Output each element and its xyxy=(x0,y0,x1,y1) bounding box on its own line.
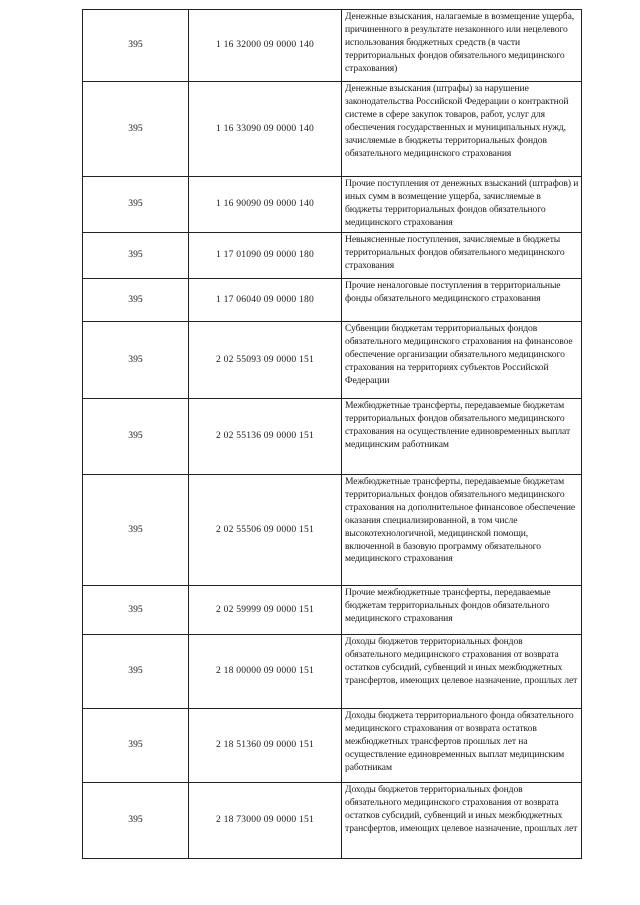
kbk-code-cell xyxy=(189,709,342,783)
revenue-name: Денежные взыскания, налагаемые в возмещение ущерба, причиненного в результате незаконного или нецелевого использования бюджетных средств (в части территориальных фондов обязательного медицинского страхования) xyxy=(345,11,575,74)
table-row xyxy=(83,783,582,859)
revenue-name: Субвенции бюджетам территориальных фондов обязательного медицинского страхования на финансовое обеспечение организации обязательного медицинского страхования на территориях субъектов Российской Федерации xyxy=(345,323,573,386)
admin-code: 395 xyxy=(128,353,143,365)
admin-code-cell xyxy=(83,279,189,322)
kbk-code-cell xyxy=(189,233,342,279)
admin-code: 395 xyxy=(128,665,143,677)
admin-code: 395 xyxy=(128,249,143,261)
table-row xyxy=(83,279,582,322)
revenue-name-cell xyxy=(342,177,582,233)
kbk-code-cell xyxy=(189,82,342,177)
admin-code-cell xyxy=(83,709,189,783)
revenue-name: Прочие неналоговые поступления в территориальные фонды обязательного медицинского страхования xyxy=(345,280,561,304)
admin-code-cell xyxy=(83,475,189,586)
admin-code: 395 xyxy=(128,814,143,826)
admin-code: 395 xyxy=(128,523,143,535)
revenue-name-cell xyxy=(342,233,582,279)
revenue-name: Доходы бюджетов территориальных фондов обязательного медицинского страхования от возврата остатков субсидий, субвенций и иных межбюджетных трансфертов, имеющих целевое назначение, прошлых лет xyxy=(345,636,578,686)
kbk-code: 2 02 55506 09 0000 151 xyxy=(216,523,314,535)
kbk-code-cell xyxy=(189,586,342,635)
revenue-name: Межбюджетные трансферты, передаваемые бюджетам территориальных фондов обязательного медицинского страхования на осуществление единовременных выплат медицинским работникам xyxy=(345,400,571,450)
kbk-code: 2 02 55093 09 0000 151 xyxy=(216,353,314,365)
kbk-code-cell xyxy=(189,399,342,475)
revenue-name-cell xyxy=(342,399,582,475)
kbk-code: 2 18 73000 09 0000 151 xyxy=(216,814,314,826)
revenue-codes-table xyxy=(82,9,582,859)
admin-code-cell xyxy=(83,177,189,233)
kbk-code: 1 17 01090 09 0000 180 xyxy=(216,249,314,261)
revenue-name-cell xyxy=(342,322,582,399)
table-row xyxy=(83,177,582,233)
revenue-name: Доходы бюджета территориального фонда обязательного медицинского страхования от возврата остатков межбюджетных трансфертов прошлых лет на осуществление единовременных выплат медицинским работникам xyxy=(345,710,574,773)
revenue-name-cell xyxy=(342,783,582,859)
revenue-name: Прочие межбюджетные трансферты, передаваемые бюджетам территориальных фондов обязательного медицинского страхования xyxy=(345,587,551,624)
admin-code-cell xyxy=(83,10,189,82)
admin-code: 395 xyxy=(128,430,143,442)
admin-code: 395 xyxy=(128,198,143,210)
table-row xyxy=(83,635,582,709)
admin-code-cell xyxy=(83,322,189,399)
kbk-code-cell xyxy=(189,322,342,399)
kbk-code: 2 02 59999 09 0000 151 xyxy=(216,603,314,615)
admin-code: 395 xyxy=(128,739,143,751)
admin-code: 395 xyxy=(128,293,143,305)
kbk-code: 1 17 06040 09 0000 180 xyxy=(216,293,314,305)
table-row xyxy=(83,586,582,635)
kbk-code: 1 16 32000 09 0000 140 xyxy=(216,39,314,51)
kbk-code-cell xyxy=(189,475,342,586)
kbk-code-cell xyxy=(189,279,342,322)
admin-code-cell xyxy=(83,233,189,279)
table-row xyxy=(83,82,582,177)
revenue-name-cell xyxy=(342,709,582,783)
table-row xyxy=(83,399,582,475)
revenue-name: Доходы бюджетов территориальных фондов обязательного медицинского страхования от возврата остатков субсидий, субвенций и иных межбюджетных трансфертов, имеющих целевое назначение, прошлых лет xyxy=(345,784,578,834)
kbk-code: 2 18 00000 09 0000 151 xyxy=(216,665,314,677)
revenue-name: Прочие поступления от денежных взысканий (штрафов) и иных сумм в возмещение ущерба, зачисляемые в бюджеты территориальных фондов обязательного медицинского страхования xyxy=(345,178,579,228)
table-row xyxy=(83,233,582,279)
kbk-code: 2 18 51360 09 0000 151 xyxy=(216,739,314,751)
revenue-name: Денежные взыскания (штрафы) за нарушение законодательства Российской Федерации о контрактной системе в сфере закупок товаров, работ, услуг для обеспечения государственных и муниципальных нужд, зачисляемые в бюджеты территориальных фондов обязательного медицинского страхования xyxy=(345,83,569,159)
revenue-name-cell xyxy=(342,586,582,635)
revenue-name: Межбюджетные трансферты, передаваемые бюджетам территориальных фондов обязательного медицинского страхования на дополнительное финансовое обеспечение оказания специализированной, в том числе высокотехнологичной, медицинской помощи, включенной в базовую программу обязательного медицинского страхования xyxy=(345,476,576,565)
revenue-name-cell xyxy=(342,475,582,586)
kbk-code: 1 16 33090 09 0000 140 xyxy=(216,122,314,134)
admin-code-cell xyxy=(83,82,189,177)
admin-code-cell xyxy=(83,399,189,475)
admin-code: 395 xyxy=(128,603,143,615)
revenue-name-cell xyxy=(342,82,582,177)
admin-code-cell xyxy=(83,586,189,635)
table-row xyxy=(83,322,582,399)
kbk-code-cell xyxy=(189,177,342,233)
admin-code-cell xyxy=(83,635,189,709)
kbk-code-cell xyxy=(189,10,342,82)
kbk-code-cell xyxy=(189,635,342,709)
revenue-name-cell xyxy=(342,635,582,709)
kbk-code: 2 02 55136 09 0000 151 xyxy=(216,430,314,442)
table-row xyxy=(83,10,582,82)
admin-code-cell xyxy=(83,783,189,859)
revenue-name: Невыясненные поступления, зачисляемые в бюджеты территориальных фондов обязательного медицинского страхования xyxy=(345,234,565,271)
admin-code: 395 xyxy=(128,122,143,134)
table-body xyxy=(83,10,582,859)
revenue-name-cell xyxy=(342,10,582,82)
revenue-name-cell xyxy=(342,279,582,322)
kbk-code-cell xyxy=(189,783,342,859)
table-row xyxy=(83,475,582,586)
admin-code: 395 xyxy=(128,39,143,51)
kbk-code: 1 16 90090 09 0000 140 xyxy=(216,198,314,210)
table-row xyxy=(83,709,582,783)
